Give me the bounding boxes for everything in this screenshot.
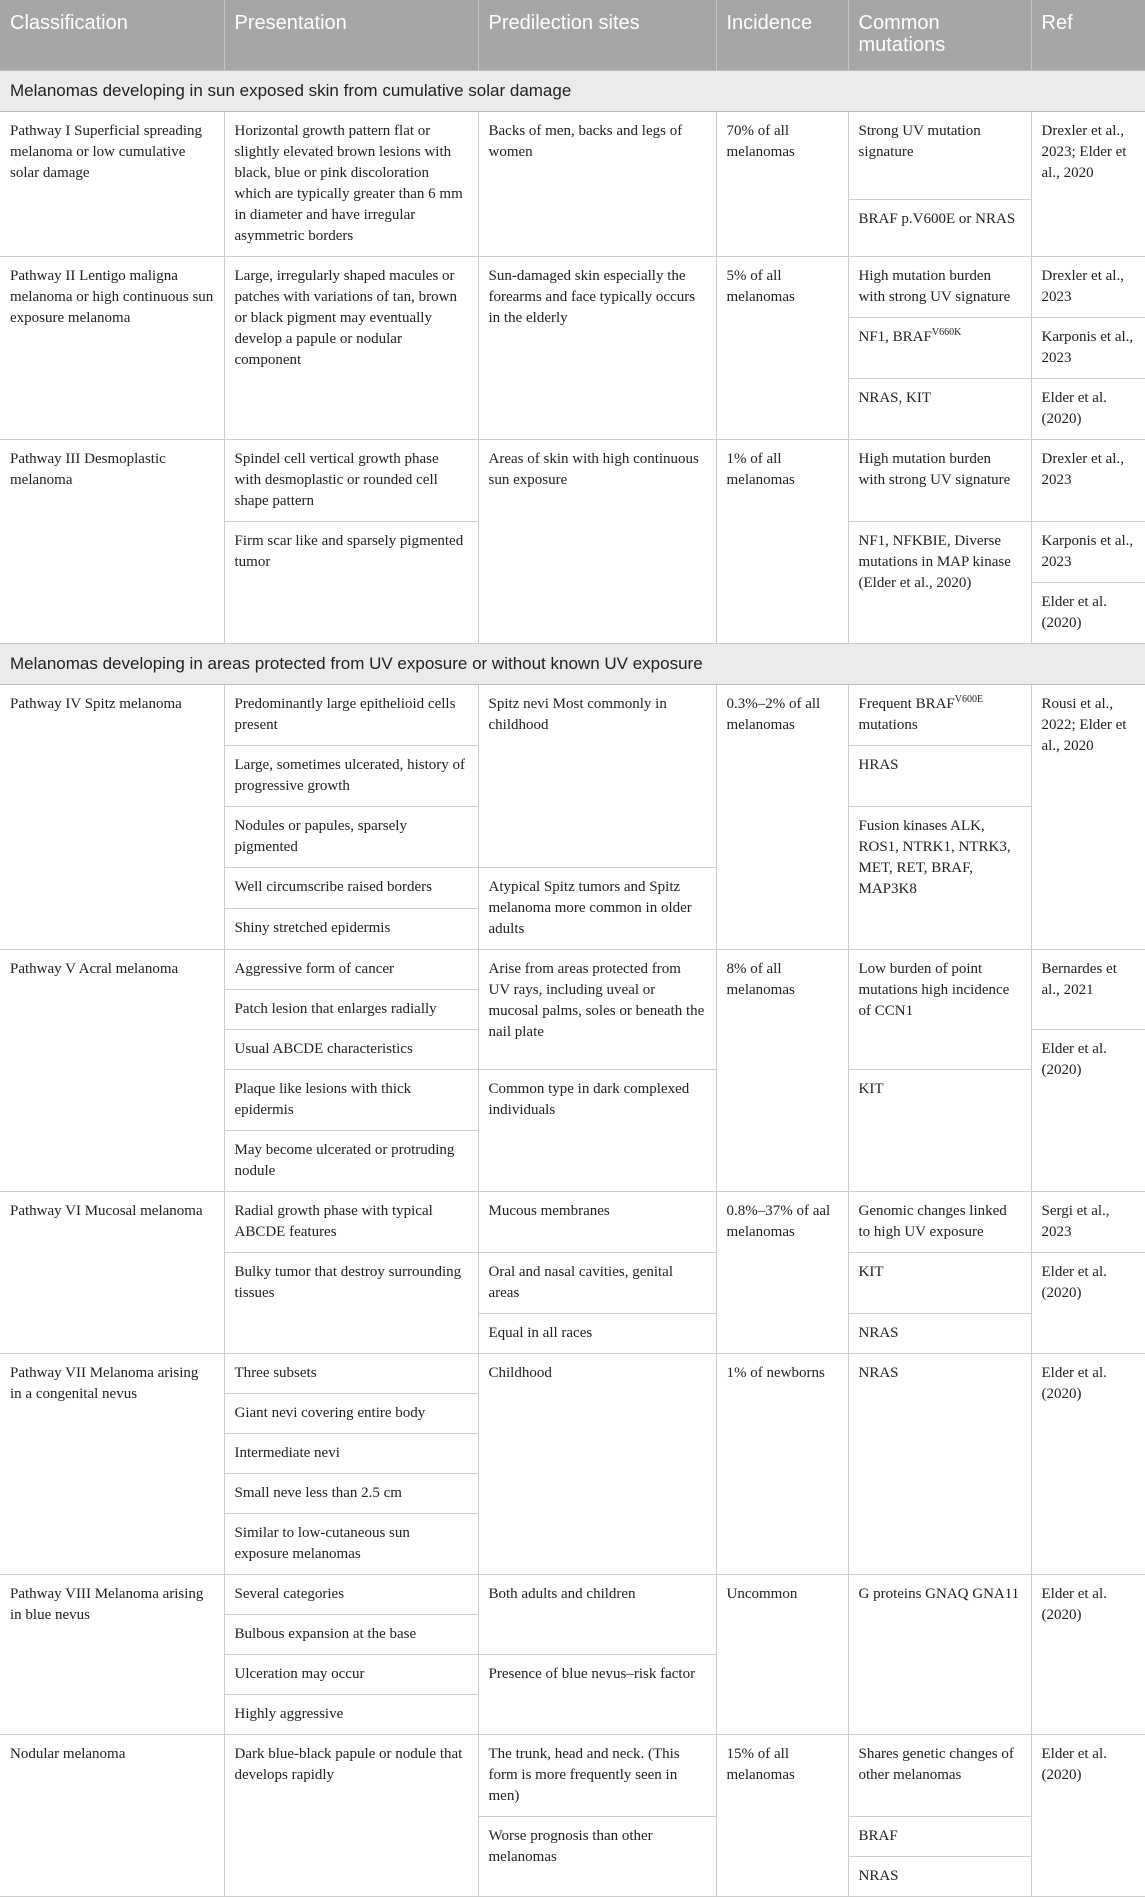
presentation-cell: Three subsets: [224, 1354, 478, 1394]
presentation-cell: Predominantly large epithelioid cells present: [224, 685, 478, 746]
sites-cell: Equal in all races: [478, 1314, 716, 1354]
mutation-cell: KIT: [848, 1070, 1031, 1192]
ref-cell: Karponis et al., 2023: [1031, 522, 1145, 583]
header-common-mutations: Common mutations: [848, 0, 1031, 71]
sites-cell: Spitz nevi Most commonly in childhood: [478, 685, 716, 868]
incidence-cell: 70% of all melanomas: [716, 112, 848, 257]
mutation-cell: NRAS: [848, 1314, 1031, 1354]
section-heading-sun-exposed: Melanomas developing in sun exposed skin from cumulative solar damage: [0, 71, 1145, 112]
table-body: [0, 71, 1145, 1897]
presentation-cell: Plaque like lesions with thick epidermis: [224, 1070, 478, 1131]
sites-cell: Common type in dark complexed individuals: [478, 1070, 716, 1192]
classification-cell: Nodular melanoma: [0, 1735, 224, 1897]
sites-cell: Worse prognosis than other melanomas: [478, 1817, 716, 1897]
incidence-cell: 0.8%–37% of aal melanomas: [716, 1192, 848, 1354]
mutation-cell: NF1, NFKBIE, Diverse mutations in MAP kinase (Elder et al., 2020): [848, 522, 1031, 644]
incidence-cell: 1% of newborns: [716, 1354, 848, 1575]
table-row: [0, 685, 1145, 746]
incidence-cell: 15% of all melanomas: [716, 1735, 848, 1897]
classification-cell: Pathway V Acral melanoma: [0, 950, 224, 1192]
sites-cell: Arise from areas protected from UV rays, including uveal or mucosal palms, soles or beneath the nail plate: [478, 950, 716, 1070]
table-row: [0, 257, 1145, 318]
mutation-cell: [848, 318, 1031, 379]
section-row: [0, 644, 1145, 685]
mutation-cell: HRAS: [848, 746, 1031, 807]
mutation-cell: G proteins GNAQ GNA11: [848, 1575, 1031, 1735]
classification-cell: Pathway II Lentigo maligna melanoma or high continuous sun exposure melanoma: [0, 257, 224, 440]
incidence-cell: 0.3%–2% of all melanomas: [716, 685, 848, 950]
ref-cell: Drexler et al., 2023: [1031, 257, 1145, 318]
presentation-cell: Shiny stretched epidermis: [224, 909, 478, 950]
table-row: [0, 1575, 1145, 1615]
presentation-cell: Horizontal growth pattern flat or slightly elevated brown lesions with black, blue or pink discoloration which are typically greater than 6 mm in diameter and have irregular asymmetric borders: [224, 112, 478, 257]
classification-cell: Pathway VII Melanoma arising in a congenital nevus: [0, 1354, 224, 1575]
classification-cell: Pathway IV Spitz melanoma: [0, 685, 224, 950]
presentation-cell: Bulky tumor that destroy surrounding tissues: [224, 1253, 478, 1354]
mutation-superscript: V600E: [954, 694, 984, 705]
mutation-cell: NRAS: [848, 1354, 1031, 1575]
section-row: [0, 71, 1145, 112]
mutation-cell: High mutation burden with strong UV signature: [848, 440, 1031, 522]
mutation-cell: Shares genetic changes of other melanomas: [848, 1735, 1031, 1817]
presentation-cell: Similar to low-cutaneous sun exposure melanomas: [224, 1514, 478, 1575]
presentation-cell: Usual ABCDE characteristics: [224, 1030, 478, 1070]
classification-cell: Pathway VI Mucosal melanoma: [0, 1192, 224, 1354]
mutation-cell: NRAS: [848, 1857, 1031, 1897]
mutation-cell: BRAF p.V600E or NRAS: [848, 199, 1031, 256]
sites-cell: Mucous membranes: [478, 1192, 716, 1253]
incidence-cell: Uncommon: [716, 1575, 848, 1735]
mutation-text-tail: mutations: [858, 717, 918, 733]
table-row: [0, 1354, 1145, 1394]
table-row: [0, 1192, 1145, 1253]
ref-cell: Elder et al. (2020): [1031, 1575, 1145, 1735]
mutation-cell: High mutation burden with strong UV signature: [848, 257, 1031, 318]
ref-cell: Drexler et al., 2023: [1031, 440, 1145, 522]
presentation-cell: Dark blue-black papule or nodule that develops rapidly: [224, 1735, 478, 1897]
presentation-cell: Spindel cell vertical growth phase with desmoplastic or rounded cell shape pattern: [224, 440, 478, 522]
mutation-cell: [848, 685, 1031, 746]
mutation-cell: NRAS, KIT: [848, 379, 1031, 440]
sites-cell: Sun-damaged skin especially the forearms and face typically occurs in the elderly: [478, 257, 716, 440]
presentation-cell: Bulbous expansion at the base: [224, 1615, 478, 1655]
sites-cell: Backs of men, backs and legs of women: [478, 112, 716, 257]
sites-cell: Atypical Spitz tumors and Spitz melanoma more common in older adults: [478, 868, 716, 950]
header-row: [0, 0, 1145, 71]
presentation-cell: Nodules or papules, sparsely pigmented: [224, 807, 478, 868]
ref-cell: Elder et al. (2020): [1031, 1354, 1145, 1575]
ref-cell: Elder et al. (2020): [1031, 379, 1145, 440]
presentation-cell: Radial growth phase with typical ABCDE features: [224, 1192, 478, 1253]
presentation-cell: Large, sometimes ulcerated, history of progressive growth: [224, 746, 478, 807]
classification-cell: Pathway III Desmoplastic melanoma: [0, 440, 224, 644]
mutation-cell: Genomic changes linked to high UV exposure: [848, 1192, 1031, 1253]
presentation-cell: Aggressive form of cancer: [224, 950, 478, 990]
presentation-cell: May become ulcerated or protruding nodule: [224, 1131, 478, 1192]
incidence-cell: 8% of all melanomas: [716, 950, 848, 1192]
table-row: [0, 440, 1145, 522]
section-heading-uv-protected: Melanomas developing in areas protected from UV exposure or without known UV exposure: [0, 644, 1145, 685]
presentation-cell: Highly aggressive: [224, 1695, 478, 1735]
sites-cell: Childhood: [478, 1354, 716, 1575]
ref-cell: Elder et al. (2020): [1031, 1030, 1145, 1192]
presentation-cell: Well circumscribe raised borders: [224, 868, 478, 909]
table-row: [0, 112, 1145, 200]
presentation-cell: Several categories: [224, 1575, 478, 1615]
mutation-text: Frequent BRAF: [858, 696, 955, 712]
mutation-cell: Low burden of point mutations high incidence of CCN1: [848, 950, 1031, 1070]
ref-cell: Elder et al. (2020): [1031, 583, 1145, 644]
ref-cell: Karponis et al., 2023: [1031, 318, 1145, 379]
mutation-cell: KIT: [848, 1253, 1031, 1314]
table-row: [0, 950, 1145, 990]
table-row: [0, 1735, 1145, 1817]
ref-cell: Bernardes et al., 2021: [1031, 950, 1145, 1030]
presentation-cell: Small neve less than 2.5 cm: [224, 1474, 478, 1514]
mutation-cell: Fusion kinases ALK, ROS1, NTRK1, NTRK3, MET, RET, BRAF, MAP3K8: [848, 807, 1031, 950]
presentation-cell: Firm scar like and sparsely pigmented tumor: [224, 522, 478, 644]
sites-cell: Both adults and children: [478, 1575, 716, 1655]
ref-cell: Rousi et al., 2022; Elder et al., 2020: [1031, 685, 1145, 950]
mutation-superscript: V660K: [931, 327, 962, 338]
sites-cell: Presence of blue nevus–risk factor: [478, 1655, 716, 1735]
header-classification: Classification: [0, 0, 224, 71]
presentation-cell: Patch lesion that enlarges radially: [224, 990, 478, 1030]
presentation-cell: Ulceration may occur: [224, 1655, 478, 1695]
mutation-text: NF1, BRAF: [858, 329, 932, 345]
header-predilection-sites: Predilection sites: [478, 0, 716, 71]
incidence-cell: 5% of all melanomas: [716, 257, 848, 440]
classification-cell: Pathway I Superficial spreading melanoma or low cumulative solar damage: [0, 112, 224, 257]
ref-cell: Elder et al. (2020): [1031, 1735, 1145, 1897]
header-presentation: Presentation: [224, 0, 478, 71]
presentation-cell: Large, irregularly shaped macules or patches with variations of tan, brown or black pigment may eventually develop a papule or nodular component: [224, 257, 478, 440]
sites-cell: The trunk, head and neck. (This form is more frequently seen in men): [478, 1735, 716, 1817]
ref-cell: Drexler et al., 2023; Elder et al., 2020: [1031, 112, 1145, 257]
ref-cell: Elder et al. (2020): [1031, 1253, 1145, 1354]
mutation-cell: Strong UV mutation signature: [848, 112, 1031, 200]
presentation-cell: Intermediate nevi: [224, 1434, 478, 1474]
sites-cell: Areas of skin with high continuous sun exposure: [478, 440, 716, 644]
classification-cell: Pathway VIII Melanoma arising in blue nevus: [0, 1575, 224, 1735]
table-header: [0, 0, 1145, 71]
sites-cell: Oral and nasal cavities, genital areas: [478, 1253, 716, 1314]
mutation-cell: BRAF: [848, 1817, 1031, 1857]
incidence-cell: 1% of all melanomas: [716, 440, 848, 644]
header-ref: Ref: [1031, 0, 1145, 71]
header-incidence: Incidence: [716, 0, 848, 71]
ref-cell: Sergi et al., 2023: [1031, 1192, 1145, 1253]
presentation-cell: Giant nevi covering entire body: [224, 1394, 478, 1434]
